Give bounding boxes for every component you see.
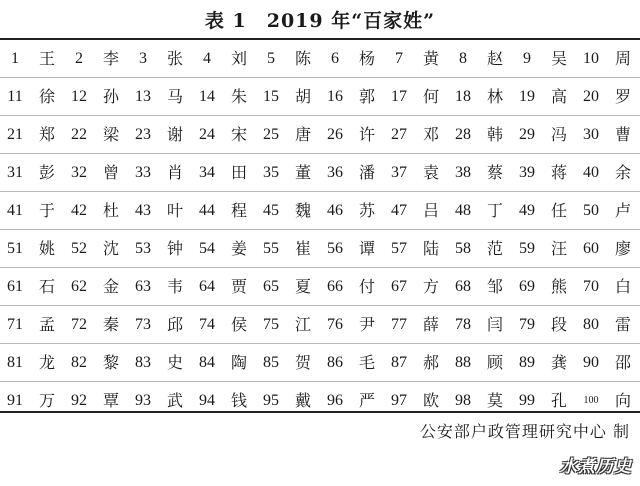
rank-number: 22 xyxy=(64,116,94,154)
surname: 侯 xyxy=(222,306,256,344)
rank-number: 64 xyxy=(192,268,222,306)
surname: 余 xyxy=(606,154,640,192)
rank-number: 82 xyxy=(64,344,94,382)
rank-number: 67 xyxy=(384,268,414,306)
rank-number: 81 xyxy=(0,344,30,382)
rank-number: 31 xyxy=(0,154,30,192)
surname: 邵 xyxy=(606,344,640,382)
surname: 万 xyxy=(30,382,64,420)
table-row xyxy=(0,382,640,420)
rank-number: 34 xyxy=(192,154,222,192)
table-row xyxy=(0,306,640,344)
rank-number: 32 xyxy=(64,154,94,192)
surname: 杨 xyxy=(358,48,375,68)
rank-number: 99 xyxy=(512,382,542,420)
rank-number: 72 xyxy=(64,306,94,344)
surname: 魏 xyxy=(286,192,320,230)
surname: 邱 xyxy=(158,306,192,344)
surname: 戴 xyxy=(286,382,320,420)
surname: 范 xyxy=(478,230,512,268)
rank-number: 36 xyxy=(320,154,350,192)
rank-number: 86 xyxy=(320,344,350,382)
rank-number: 97 xyxy=(384,382,414,420)
rank-number: 93 xyxy=(128,382,158,420)
rank-number: 60 xyxy=(576,230,606,268)
rank-number: 58 xyxy=(448,230,478,268)
surname: 丁 xyxy=(478,192,512,230)
surname: 覃 xyxy=(94,382,128,420)
rank-number: 89 xyxy=(512,344,542,382)
surname: 林 xyxy=(478,78,512,116)
rank-number: 24 xyxy=(192,116,222,154)
surname: 谭 xyxy=(350,230,384,268)
rank-number: 62 xyxy=(64,268,94,306)
rank-number: 49 xyxy=(512,192,542,230)
rank-number: 87 xyxy=(384,344,414,382)
table-row xyxy=(0,192,640,230)
rank-number: 37 xyxy=(384,154,414,192)
surname: 叶 xyxy=(158,192,192,230)
rank-number: 14 xyxy=(192,78,222,116)
surname: 秦 xyxy=(94,306,128,344)
surname: 肖 xyxy=(158,154,192,192)
surname: 史 xyxy=(158,344,192,382)
rank-number: 13 xyxy=(128,78,158,116)
rank-number: 57 xyxy=(384,230,414,268)
rank-number: 48 xyxy=(448,192,478,230)
rank-number: 83 xyxy=(128,344,158,382)
surname: 苏 xyxy=(350,192,384,230)
surname: 付 xyxy=(350,268,384,306)
rank-number: 75 xyxy=(256,306,286,344)
issuer-credit: 公安部户政管理研究中心 制 xyxy=(419,422,630,441)
rank-number: 68 xyxy=(448,268,478,306)
rank-number: 30 xyxy=(576,116,606,154)
rank-number: 42 xyxy=(64,192,94,230)
rank-number: 51 xyxy=(0,230,30,268)
surname: 李 xyxy=(102,48,119,68)
rank-number: 8 xyxy=(459,49,467,67)
rank-number: 92 xyxy=(64,382,94,420)
table-row xyxy=(0,344,640,382)
rank-number: 79 xyxy=(512,306,542,344)
surname: 吕 xyxy=(414,192,448,230)
surname: 沈 xyxy=(94,230,128,268)
rank-number: 12 xyxy=(64,78,94,116)
rank-number: 88 xyxy=(448,344,478,382)
table-body xyxy=(0,40,640,419)
rank-number: 38 xyxy=(448,154,478,192)
watermark-logo: 水煮历史 xyxy=(560,457,632,477)
surname: 龙 xyxy=(30,344,64,382)
surname: 贾 xyxy=(222,268,256,306)
rank-number: 41 xyxy=(0,192,30,230)
surname: 何 xyxy=(414,78,448,116)
surname: 任 xyxy=(542,192,576,230)
rank-number: 3 xyxy=(139,49,147,67)
table-row xyxy=(0,78,640,116)
rank-number: 45 xyxy=(256,192,286,230)
rank-number: 71 xyxy=(0,306,30,344)
rank-number: 15 xyxy=(256,78,286,116)
surname: 梁 xyxy=(94,116,128,154)
surname: 罗 xyxy=(606,78,640,116)
surname: 段 xyxy=(542,306,576,344)
rank-number: 2 xyxy=(75,49,83,67)
surname: 姜 xyxy=(222,230,256,268)
rank-number: 1 xyxy=(11,49,19,67)
rank-number: 33 xyxy=(128,154,158,192)
surname: 郝 xyxy=(414,344,448,382)
surname: 卢 xyxy=(606,192,640,230)
rank-number: 73 xyxy=(128,306,158,344)
surname: 雷 xyxy=(606,306,640,344)
surname: 彭 xyxy=(30,154,64,192)
surname: 贺 xyxy=(286,344,320,382)
surname: 许 xyxy=(350,116,384,154)
surname: 郭 xyxy=(350,78,384,116)
surname: 邓 xyxy=(414,116,448,154)
surname: 江 xyxy=(286,306,320,344)
surname: 崔 xyxy=(286,230,320,268)
surname: 程 xyxy=(222,192,256,230)
surname: 蒋 xyxy=(542,154,576,192)
surname: 吴 xyxy=(550,48,567,68)
surname: 向 xyxy=(606,382,640,420)
rank-number: 78 xyxy=(448,306,478,344)
surname: 莫 xyxy=(478,382,512,420)
rank-number: 61 xyxy=(0,268,30,306)
surname: 金 xyxy=(94,268,128,306)
rank-number: 98 xyxy=(448,382,478,420)
table-row xyxy=(0,40,640,78)
surname: 董 xyxy=(286,154,320,192)
rank-number: 90 xyxy=(576,344,606,382)
surname: 周 xyxy=(614,48,631,68)
surname: 韦 xyxy=(158,268,192,306)
rank-number: 65 xyxy=(256,268,286,306)
rank-number: 91 xyxy=(0,382,30,420)
rank-number: 85 xyxy=(256,344,286,382)
rank-number: 10 xyxy=(583,49,599,67)
rank-number: 7 xyxy=(395,49,403,67)
rank-number: 9 xyxy=(523,49,531,67)
rank-number: 56 xyxy=(320,230,350,268)
surname: 曹 xyxy=(606,116,640,154)
rank-number: 96 xyxy=(320,382,350,420)
surname: 欧 xyxy=(414,382,448,420)
surname: 胡 xyxy=(286,78,320,116)
table-row xyxy=(0,230,640,268)
rank-number: 44 xyxy=(192,192,222,230)
rank-number: 100 xyxy=(576,382,606,420)
surname: 姚 xyxy=(30,230,64,268)
surname: 严 xyxy=(350,382,384,420)
surname: 宋 xyxy=(222,116,256,154)
surname: 石 xyxy=(30,268,64,306)
rank-number: 20 xyxy=(576,78,606,116)
surname: 蔡 xyxy=(478,154,512,192)
surname: 孟 xyxy=(30,306,64,344)
surname: 曾 xyxy=(94,154,128,192)
rank-number: 29 xyxy=(512,116,542,154)
rank-number: 47 xyxy=(384,192,414,230)
surname: 朱 xyxy=(222,78,256,116)
rank-number: 19 xyxy=(512,78,542,116)
surname: 廖 xyxy=(606,230,640,268)
rank-number: 52 xyxy=(64,230,94,268)
surname: 黄 xyxy=(422,48,439,68)
surname: 王 xyxy=(38,48,55,68)
table-row xyxy=(0,268,640,306)
surname: 孔 xyxy=(542,382,576,420)
rank-number: 63 xyxy=(128,268,158,306)
rank-number: 55 xyxy=(256,230,286,268)
rank-number: 74 xyxy=(192,306,222,344)
surname: 潘 xyxy=(350,154,384,192)
table-row xyxy=(0,116,640,154)
rank-number: 46 xyxy=(320,192,350,230)
surname: 龚 xyxy=(542,344,576,382)
surname: 唐 xyxy=(286,116,320,154)
rank-number: 4 xyxy=(203,49,211,67)
surname-ranking-table xyxy=(0,40,640,419)
rank-number: 54 xyxy=(192,230,222,268)
rank-number: 11 xyxy=(0,78,30,116)
rank-number: 28 xyxy=(448,116,478,154)
surname: 闫 xyxy=(478,306,512,344)
rank-number: 5 xyxy=(267,49,275,67)
surname: 顾 xyxy=(478,344,512,382)
surname: 郑 xyxy=(30,116,64,154)
rank-number: 26 xyxy=(320,116,350,154)
surname: 高 xyxy=(542,78,576,116)
surname: 陶 xyxy=(222,344,256,382)
rank-number: 27 xyxy=(384,116,414,154)
table-title: 表 1 2019 年“百家姓” xyxy=(204,10,436,32)
rank-number: 77 xyxy=(384,306,414,344)
rank-number: 40 xyxy=(576,154,606,192)
surname: 孙 xyxy=(94,78,128,116)
surname: 陆 xyxy=(414,230,448,268)
surname: 毛 xyxy=(350,344,384,382)
rank-number: 16 xyxy=(320,78,350,116)
surname: 钟 xyxy=(158,230,192,268)
surname: 徐 xyxy=(30,78,64,116)
surname: 韩 xyxy=(478,116,512,154)
surname: 薛 xyxy=(414,306,448,344)
surname: 白 xyxy=(606,268,640,306)
surname: 方 xyxy=(414,268,448,306)
rank-number: 23 xyxy=(128,116,158,154)
surname: 冯 xyxy=(542,116,576,154)
surname: 于 xyxy=(30,192,64,230)
surname: 谢 xyxy=(158,116,192,154)
rank-number: 94 xyxy=(192,382,222,420)
surname: 刘 xyxy=(230,48,247,68)
rank-number: 21 xyxy=(0,116,30,154)
rank-number: 80 xyxy=(576,306,606,344)
surname: 夏 xyxy=(286,268,320,306)
table-row xyxy=(0,154,640,192)
surname: 黎 xyxy=(94,344,128,382)
rank-number: 76 xyxy=(320,306,350,344)
surname: 赵 xyxy=(486,48,503,68)
surname: 陈 xyxy=(294,48,311,68)
rank-number: 69 xyxy=(512,268,542,306)
rank-number: 84 xyxy=(192,344,222,382)
surname: 马 xyxy=(158,78,192,116)
surname: 杜 xyxy=(94,192,128,230)
rank-number: 25 xyxy=(256,116,286,154)
rank-number: 53 xyxy=(128,230,158,268)
surname: 邹 xyxy=(478,268,512,306)
rank-number: 35 xyxy=(256,154,286,192)
rank-number: 18 xyxy=(448,78,478,116)
surname: 袁 xyxy=(414,154,448,192)
bottom-rule xyxy=(0,411,640,413)
rank-number: 43 xyxy=(128,192,158,230)
surname: 张 xyxy=(166,48,183,68)
rank-number: 66 xyxy=(320,268,350,306)
surname: 熊 xyxy=(542,268,576,306)
rank-number: 39 xyxy=(512,154,542,192)
surname: 汪 xyxy=(542,230,576,268)
rank-number: 70 xyxy=(576,268,606,306)
rank-number: 6 xyxy=(331,49,339,67)
rank-number: 95 xyxy=(256,382,286,420)
rank-number: 59 xyxy=(512,230,542,268)
surname: 田 xyxy=(222,154,256,192)
surname: 尹 xyxy=(350,306,384,344)
rank-number: 17 xyxy=(384,78,414,116)
rank-number: 50 xyxy=(576,192,606,230)
surname: 钱 xyxy=(222,382,256,420)
surname: 武 xyxy=(158,382,192,420)
